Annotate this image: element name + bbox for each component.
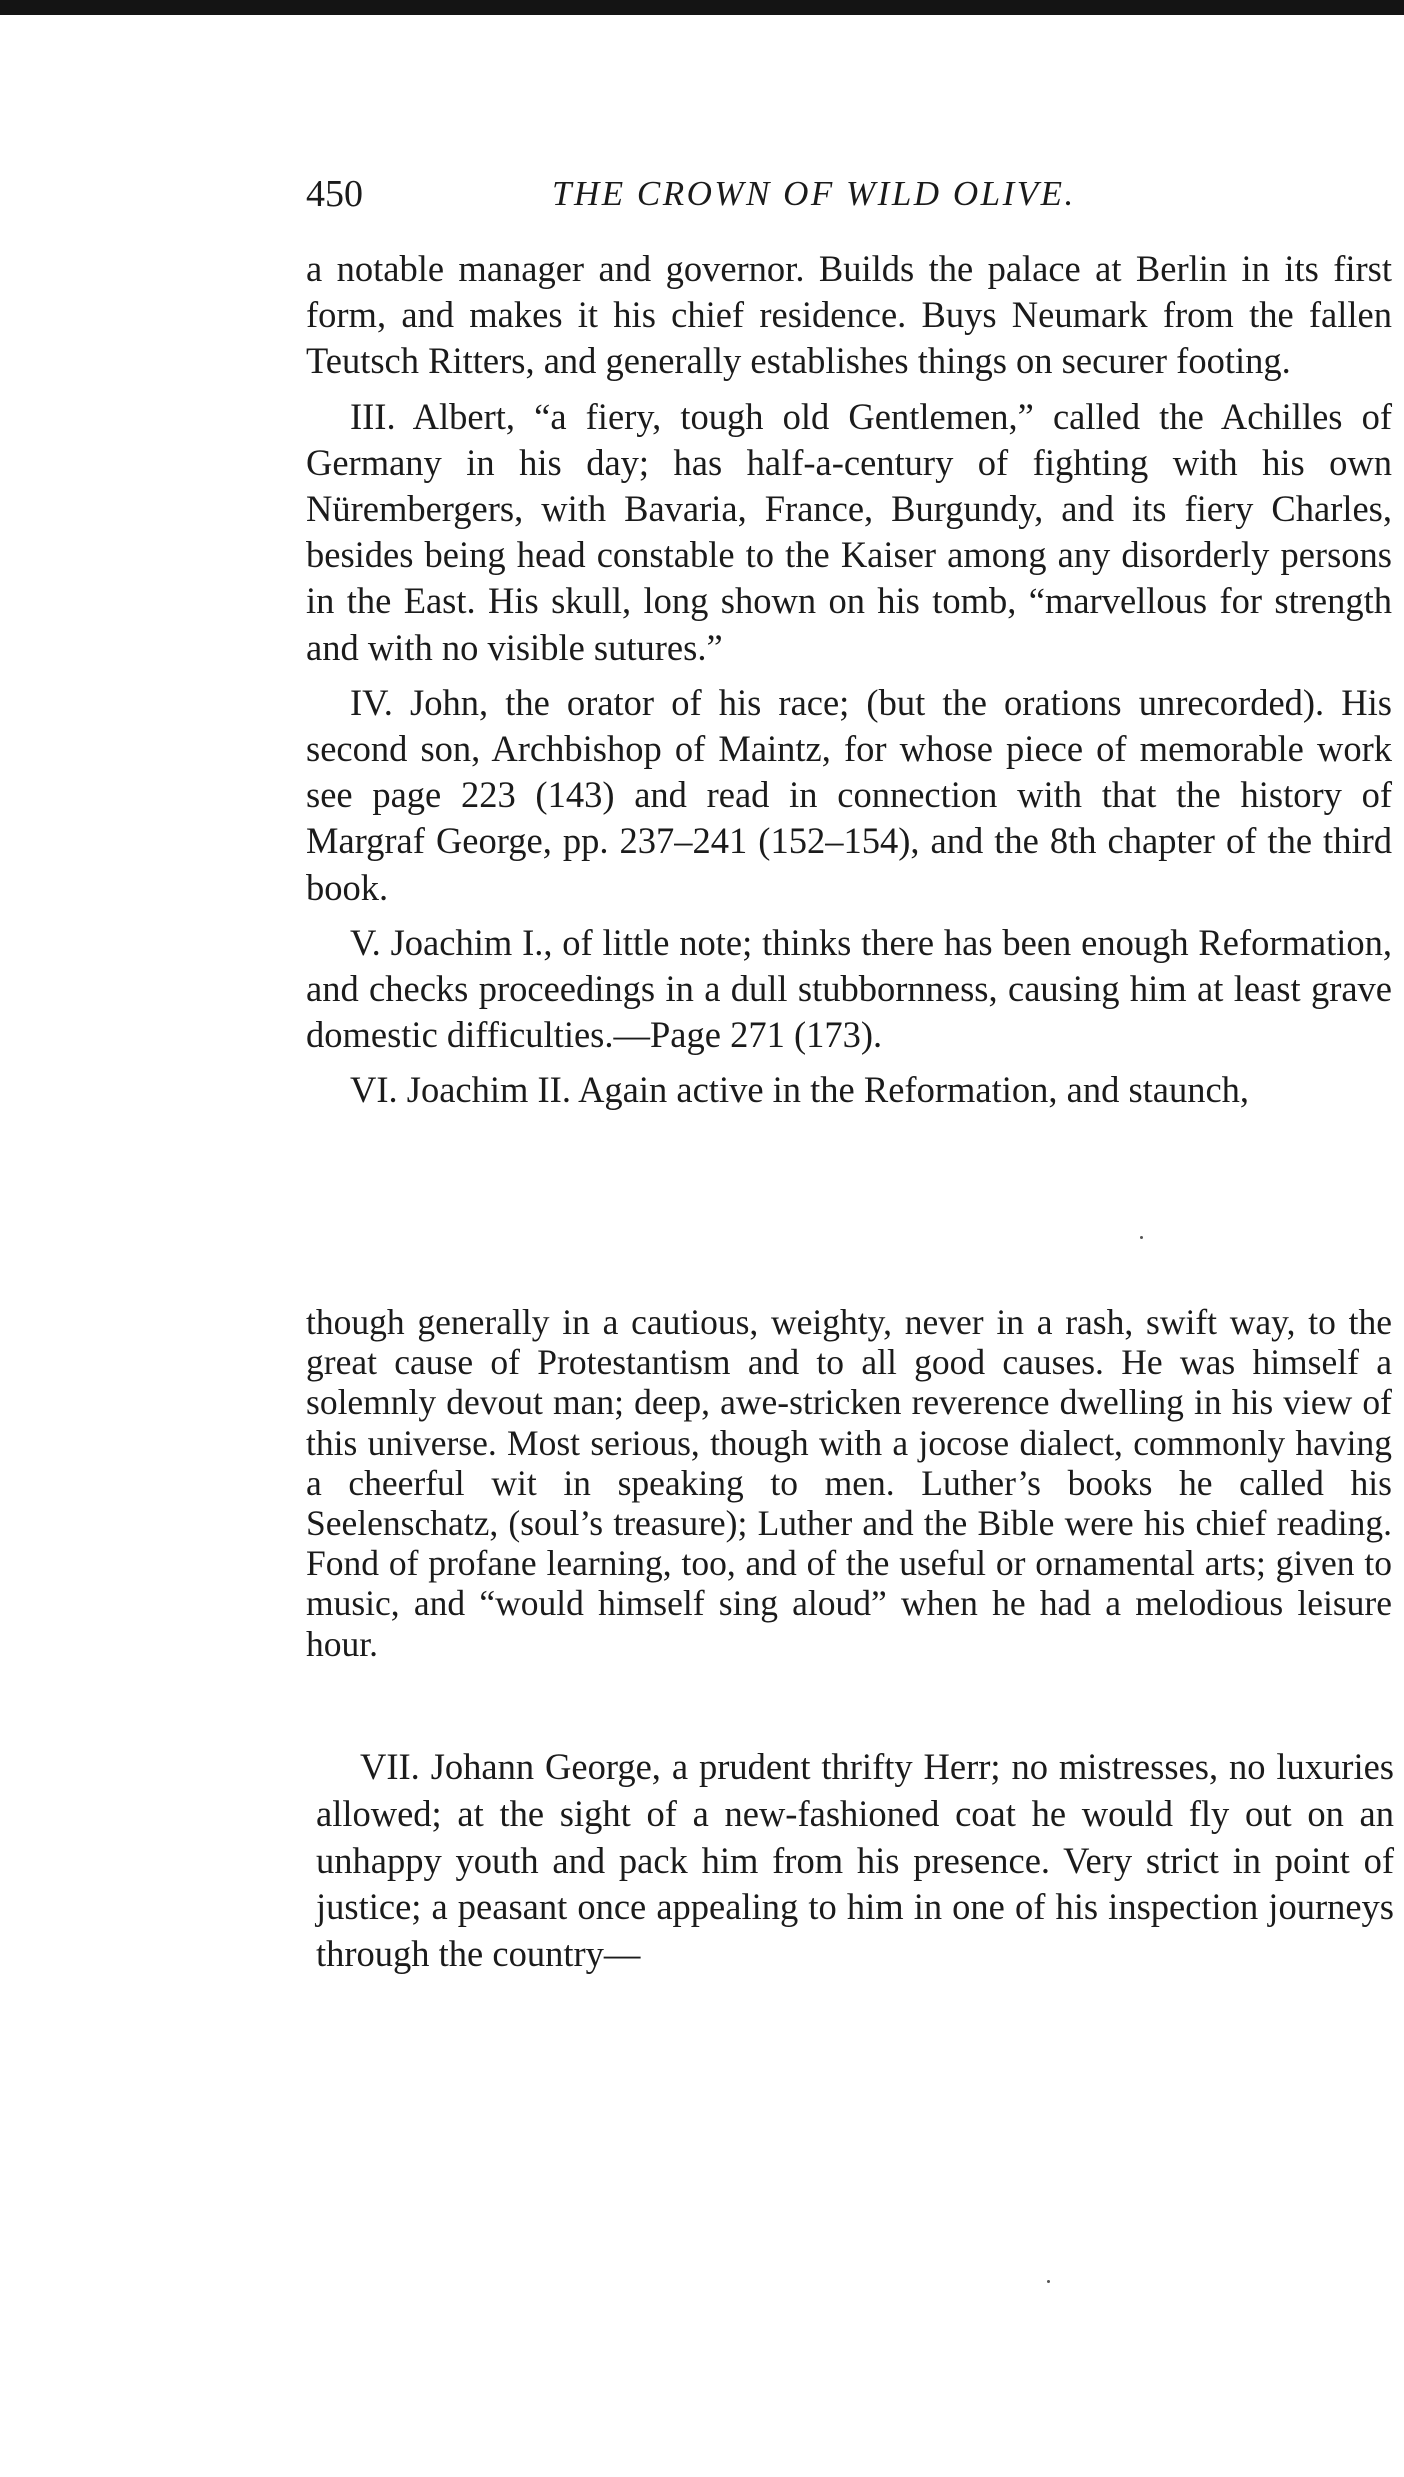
paragraph-johann-george: VII. Johann George, a prudent thrifty Herr; no mistresses, no luxuries allowed; at the sight of a new-fashioned coat he would fly out on an unhappy youth and pack him from his presence. Very strict in point of justice; a peasant once appealing to him in one of his inspection journeys through the country— [316, 1746, 1394, 1975]
paragraph-continuation: a notable manager and governor. Builds the palace at Berlin in its first form, and makes it his chief residence. Buys Neumark from the fallen Teutsch Ritters, and generally establishes things on securer footing. [306, 248, 1392, 382]
quoted-passage-text: though generally in a cautious, weighty, never in a rash, swift way, to the great cause of Protestantism and to all good causes. He was himself a solemnly devout man; deep, awe-stricken reverence dwelling in his view of this universe. Most serious, though with a jocose dialect, commonly having a cheerful wit in speaking to men. Luther’s books he called his Seelenschatz, (soul’s treasure); Luther and the Bible were his chief reading. Fond of profane learning, too, and of the useful or ornamental arts; given to music, and “would himself sing aloud” when he had a melodious leisure hour. [306, 1302, 1392, 1664]
print-speck [1047, 2280, 1050, 2283]
running-header [306, 166, 1176, 222]
paragraph-john: IV. John, the orator of his race; (but the orations unrecorded). His second son, Archbishop of Maintz, for whose piece of memorable work see page 223 (143) and read in connection with that the history of Margraf George, pp. 237–241 (152–154), and the 8th chapter of the third book. [306, 681, 1392, 908]
paragraph-albert: III. Albert, “a fiery, tough old Gentlemen,” called the Achilles of Germany in his day; has half-a-century of fighting with his own Nürembergers, with Bavaria, France, Burgundy, and its fiery Charles, besides being head constable to the Kaiser among any disorderly persons in the East. His skull, long shown on his tomb, “marvellous for strength and with no visible sutures.” [306, 395, 1392, 668]
page-number: 450 [306, 173, 363, 215]
body-text-upper [306, 246, 1392, 1123]
running-title: THE CROWN OF WILD OLIVE. [552, 174, 1076, 213]
paragraph-joachim-i: V. Joachim I., of little note; thinks there has been enough Reformation, and checks proceedings in a dull stubbornness, causing him at least grave domestic difficulties.—Page 271 (173). [306, 921, 1392, 1056]
body-text-lower [316, 1744, 1394, 1978]
print-speck [1140, 1236, 1143, 1239]
paragraph-joachim-ii: VI. Joachim II. Again active in the Reformation, and staunch, [350, 1069, 1250, 1111]
quoted-passage [306, 1302, 1392, 1664]
page-top-edge [0, 0, 1404, 15]
